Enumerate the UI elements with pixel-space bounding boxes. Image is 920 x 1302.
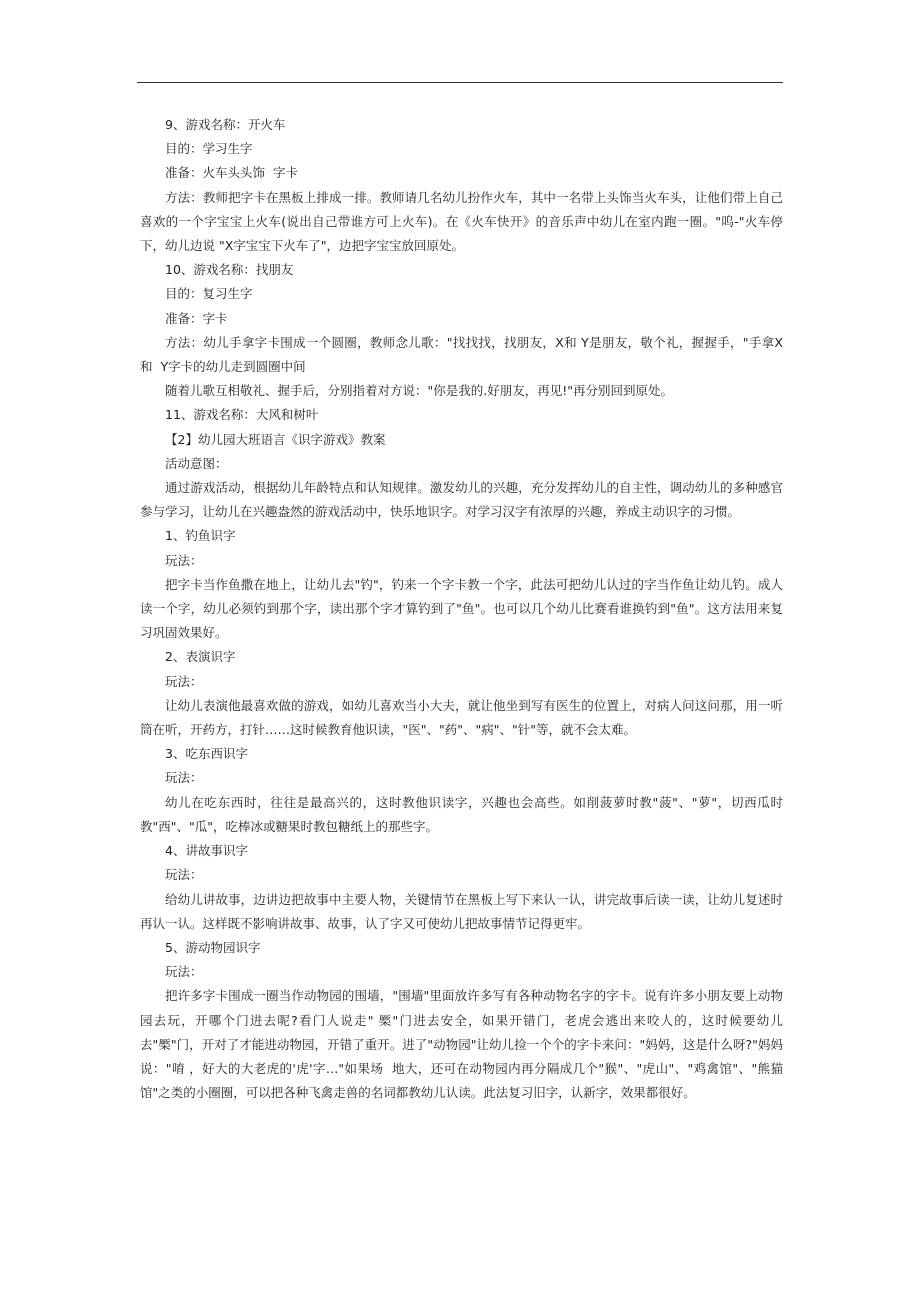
item-1-play-label: 玩法： <box>165 552 203 568</box>
intent-heading: 活动意图： <box>165 455 228 471</box>
game-10-goal: 目的：复习生字 <box>165 286 253 302</box>
item-4-title: 4、讲故事识字 <box>165 843 248 859</box>
item-3-play-label: 玩法： <box>165 770 203 786</box>
item-2-title: 2、表演识字 <box>165 649 236 665</box>
item-3-text: 幼儿在吃东西时，往往是最高兴的，这时教他识读字，兴趣也会高些。如削菠萝时教"菠"、"萝"，切西瓜时教"西"、"瓜"，吃棒冰或糖果时教包糖纸上的那些字。 <box>140 794 783 834</box>
item-4-play-label: 玩法： <box>165 867 203 883</box>
game-10-title: 10、游戏名称：找朋友 <box>165 262 294 278</box>
item-3-title: 3、吃东西识字 <box>165 746 248 762</box>
section-2-title: 【2】幼儿园大班语言《识字游戏》教案 <box>165 431 386 447</box>
item-5-text: 把许多字卡围成一圈当作动物园的围墙，"围墙"里面放许多写有各种动物名字的字卡。说有许多小朋友要上动物园去玩，开哪个门进去呢?看门人说走" 橜"门进去安全，如果开错门，老虎会逃出来咬人的，这时候要幼儿去"橜"门，开对了才能进动物园，开错了重开。进了"动物园"让幼儿捡一个个的字卡来问："妈妈，这是什么呀?"妈妈说："唷 ，好大的大老虎的'虎'字…"如果场 地大，还可在动物园内再分隔成几个"猴"、"虎山"、"鸡禽馆"、"熊猫馆"之类的小圈圈，可以把各种飞禽走兽的名词都教幼儿认读。此法复习旧字，认新字，效果都很好。 <box>140 988 783 1101</box>
game-9-title: 9、游戏名称：开火车 <box>165 117 286 132</box>
intent-text: 通过游戏活动，根据幼儿年龄特点和认知规律。激发幼儿的兴趣，充分发挥幼儿的自主性，调动幼儿的多种感官参与学习，让幼儿在兴趣盎然的游戏活动中，快乐地识字。对学习汉字有浓厚的兴趣，养成主动识字的习惯。 <box>140 480 783 520</box>
item-5-play-label: 玩法： <box>165 964 203 980</box>
game-11-title: 11、游戏名称：大风和树叶 <box>165 407 319 423</box>
document-body <box>140 113 791 1105</box>
header-rule <box>137 82 783 83</box>
game-10-method: 方法：幼儿手拿字卡围成一个圆圈，教师念儿歌："找找找，找朋友，X和 Y是朋友，敬个礼，握握手，"手拿X 和 Y字卡的幼儿走到圆圈中间 <box>140 334 791 375</box>
item-1-text: 把字卡当作鱼撒在地上，让幼儿去"钓"，钓来一个字卡教一个字，此法可把幼儿认过的字当作鱼让幼儿钓。成人读一个字，幼儿必须钓到那个字，读出那个字才算钓到了"鱼"。也可以几个幼儿比赛看谁换钓到"鱼"。这方法用来复习巩固效果好。 <box>140 576 783 641</box>
game-9-goal: 目的：学习生字 <box>165 141 253 157</box>
item-1-title: 1、钓鱼识字 <box>165 528 236 544</box>
item-4-text: 给幼儿讲故事，边讲边把故事中主要人物，关键情节在黑板上写下来认一认，讲完故事后读一读，让幼儿复述时再认一认。这样既不影响讲故事、故事，认了字又可使幼儿把故事情节记得更牢。 <box>140 891 783 931</box>
game-10-prep: 准备：字卡 <box>165 310 228 326</box>
game-10-method-cont: 随着儿歌互相敬礼、握手后，分别指着对方说："你是我的.好朋友，再见!"再分别回到原处。 <box>165 383 673 399</box>
item-5-title: 5、游动物园识字 <box>165 939 261 955</box>
game-9-method: 方法：教师把字卡在黑板上排成一排。教师请几名幼儿扮作火车，其中一名带上头饰当火车头，让他们带上自己喜欢的一个字宝宝上火车(说出自己带谁方可上火车)。在《火车快开》的音乐声中幼儿在室内跑一圈。"呜-"火车停下，幼儿边说 "X字宝宝下火车了"，边把字宝宝放回原处。 <box>140 189 783 254</box>
game-9-prep: 准备：火车头头饰 字卡 <box>165 165 298 181</box>
item-2-text: 让幼儿表演他最喜欢做的游戏，如幼儿喜欢当小大夫，就让他坐到写有医生的位置上，对病人问这问那，用一听筒在听，开药方，打针……这时候教育他识读，"医"、"药"、"病"、"针"等，就不会太难。 <box>140 697 783 738</box>
item-2-play-label: 玩法： <box>165 673 203 689</box>
